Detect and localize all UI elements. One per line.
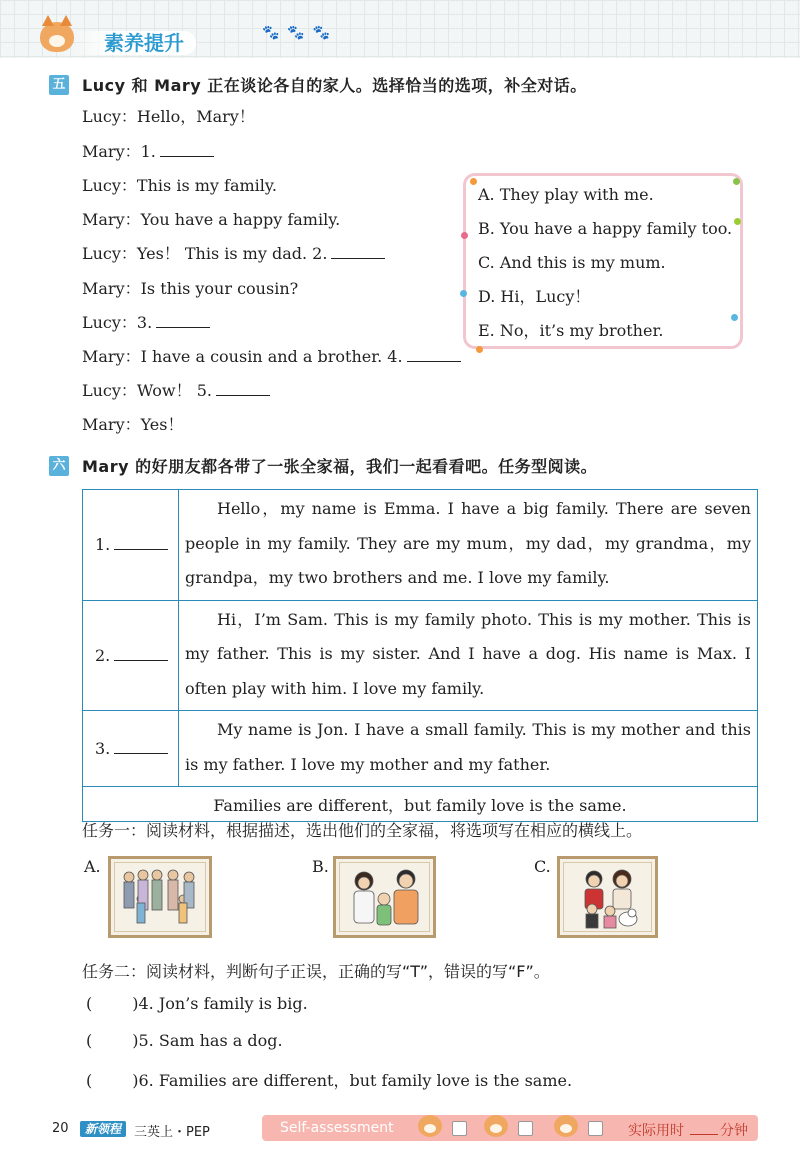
dialogue-line: Lucy：This is my family.	[82, 176, 277, 195]
decor-dot	[734, 218, 741, 225]
reading-text-cell	[179, 600, 758, 711]
dialogue-line: Lucy：Hello，Mary！	[82, 107, 255, 126]
judgement-item: ( )6. Families are different，but family love is the same.	[86, 1071, 573, 1090]
reading-table	[82, 489, 758, 822]
answer-blank-4[interactable]	[407, 347, 461, 362]
page-number: 20	[52, 1121, 69, 1136]
reading-paragraph: Hello，my name is Emma. I have a big family. There are seven people in my family. They are my mum，my dad，my grandma，my grandpa，my two brothers and me. I love my family.	[185, 499, 751, 587]
small-family-illustration-icon	[336, 859, 433, 935]
option-a: A. They play with me.	[478, 185, 654, 204]
brand-logo: 新领程	[80, 1121, 126, 1137]
reading-paragraph: Hi，I’m Sam. This is my family photo. This is my mother. This is my father. This is my sister. And I have a dog. His name is Max. I often play with him. I love my family.	[185, 609, 751, 698]
row-number-cell: 2.	[83, 600, 179, 711]
section-5-badge: 五	[49, 75, 69, 95]
photo-answer-blank-3[interactable]	[114, 739, 168, 754]
family-photo-c	[557, 856, 658, 938]
family-with-dog-illustration-icon	[560, 859, 655, 935]
answer-blank-2[interactable]	[331, 244, 385, 259]
section-banner: 素养提升	[74, 31, 196, 55]
section-6-badge: 六	[49, 456, 69, 476]
rating-checkbox-1[interactable]	[452, 1121, 467, 1136]
photo-label-c: C.	[534, 857, 551, 876]
self-assessment-label: Self-assessment	[280, 1120, 394, 1136]
row-number-cell: 1.	[83, 490, 179, 601]
photo-label-b: B.	[312, 857, 329, 876]
time-blank[interactable]	[690, 1134, 718, 1135]
dialogue-line: Mary：You have a happy family.	[82, 210, 341, 229]
decor-dot	[461, 232, 468, 239]
decor-dot	[460, 290, 467, 297]
table-row	[83, 787, 758, 822]
fox-rating-icon	[554, 1115, 578, 1137]
dialogue-line: Lucy：Wow！ 5.	[82, 381, 270, 401]
answer-blank-5[interactable]	[216, 381, 270, 396]
dialogue-line: Mary：Yes！	[82, 415, 184, 434]
fox-mascot-icon	[40, 22, 74, 52]
time-label: 实际用时	[628, 1123, 684, 1139]
table-row	[83, 490, 758, 601]
rating-checkbox-2[interactable]	[518, 1121, 533, 1136]
judgement-item: ( )5. Sam has a dog.	[86, 1031, 283, 1050]
fox-rating-icon	[484, 1115, 508, 1137]
time-unit: 分钟	[720, 1123, 748, 1139]
option-c: C. And this is my mum.	[478, 253, 666, 272]
dialogue-line: Lucy：Yes！ This is my dad. 2.	[82, 244, 385, 264]
decor-dot	[733, 178, 740, 185]
judgement-item: ( )4. Jon’s family is big.	[86, 994, 308, 1013]
row-number-cell: 3.	[83, 711, 179, 787]
big-family-illustration-icon	[111, 859, 209, 935]
table-row	[83, 711, 758, 787]
dialogue-line: Mary：I have a cousin and a brother. 4.	[82, 347, 461, 367]
summary-cell: Families are different，but family love is the same.	[83, 787, 758, 822]
fox-rating-icon	[418, 1115, 442, 1137]
option-d: D. Hi，Lucy！	[478, 287, 591, 306]
photo-answer-blank-2[interactable]	[114, 646, 168, 661]
book-label: 三英上・PEP	[134, 1125, 210, 1140]
table-row	[83, 600, 758, 711]
dialogue-line: Mary：Is this your cousin?	[82, 279, 299, 298]
reading-text-cell	[179, 711, 758, 787]
answer-blank-3[interactable]	[156, 313, 210, 328]
family-photo-a	[108, 856, 212, 938]
decor-dot	[731, 314, 738, 321]
rating-checkbox-3[interactable]	[588, 1121, 603, 1136]
decor-dot	[470, 178, 477, 185]
task-1-instruction: 任务一：阅读材料，根据描述，选出他们的全家福，将选项写在相应的横线上。	[82, 821, 643, 840]
reading-paragraph: My name is Jon. I have a small family. This is my mother and this is my father. I love my mother and my father.	[185, 720, 751, 774]
photo-answer-blank-1[interactable]	[114, 535, 168, 550]
option-e: E. No，it’s my brother.	[478, 321, 664, 340]
section-6-title: Mary 的好朋友都各带了一张全家福，我们一起看看吧。任务型阅读。	[82, 457, 598, 476]
paw-prints-icon: 🐾🐾🐾	[262, 25, 339, 41]
section-5-title: Lucy 和 Mary 正在谈论各自的家人。选择恰当的选项，补全对话。	[82, 76, 587, 95]
task-2-instruction: 任务二：阅读材料，判断句子正误，正确的写“T”，错误的写“F”。	[82, 962, 550, 981]
answer-blank-1[interactable]	[160, 142, 214, 157]
family-photo-b	[333, 856, 436, 938]
dialogue-line: Mary：1.	[82, 142, 214, 162]
photo-label-a: A.	[84, 857, 101, 876]
decor-dot	[476, 346, 483, 353]
dialogue-line: Lucy：3.	[82, 313, 210, 333]
option-b: B. You have a happy family too.	[478, 219, 733, 238]
reading-text-cell	[179, 490, 758, 601]
